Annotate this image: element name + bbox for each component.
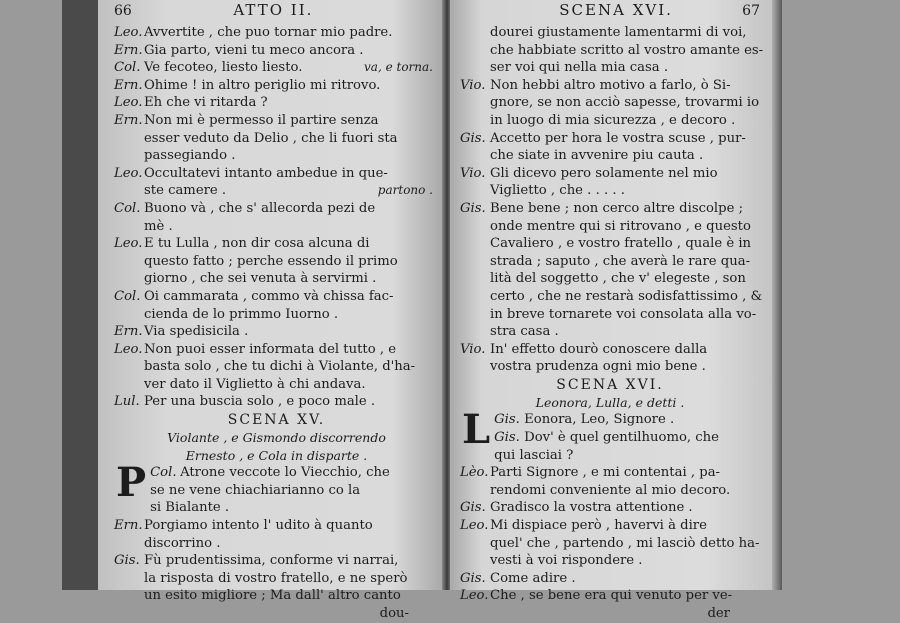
text-line (114, 112, 439, 130)
speaker-label: Gis. (460, 570, 486, 586)
line-text: Non hebbi altro motivo a farlo, ò Si- (490, 77, 731, 93)
line-text: vostra prudenza ogni mio bene . (490, 359, 706, 375)
line-text: Gli dicevo pero solamente nel mio (490, 165, 718, 181)
line-text: in luogo di mia sicurezza , e decoro . (490, 112, 736, 128)
text-line (460, 270, 760, 288)
text-line (114, 517, 439, 535)
text-line (460, 42, 764, 60)
text-line (114, 24, 439, 42)
speaker-label: Gis. (114, 553, 140, 569)
line-text: lità del soggetto , che v' elegeste , son (490, 271, 746, 287)
line-text: Ohime ! in altro periglio mi ritrovo. (144, 77, 381, 93)
left-page-header (114, 2, 439, 24)
speaker-label: Lèo. (460, 465, 489, 481)
line-text: onde mentre qui si ritrovano , e questo (490, 218, 751, 234)
text-line (114, 147, 439, 165)
text-line (460, 499, 760, 517)
text-line (460, 552, 760, 570)
text-line (460, 112, 760, 130)
text-line (460, 323, 760, 341)
speaker-label: Leo. (114, 165, 143, 181)
speaker-label: Leo. (114, 341, 143, 357)
text-line (114, 42, 439, 60)
cast-list-2: Ernesto , e Cola in disparte . (185, 447, 368, 463)
line-text: ser voi qui nella mia casa . (490, 60, 669, 76)
speaker-label: Gis. (460, 500, 486, 516)
line-text: Bene bene ; non cerco altre discolpe ; (490, 200, 744, 216)
line-text: Mi dispiace però , havervi à dire (490, 518, 707, 534)
text-line (114, 323, 439, 341)
line-text: ver dato il Viglietto à chi andava. (144, 376, 366, 392)
line-text: Avvertite , che puo tornar mio padre. (144, 25, 393, 40)
line-text: Come adire . (490, 570, 576, 586)
line-text: questo fatto ; perche essendo il primo (144, 253, 398, 269)
text-line (114, 235, 439, 253)
text-line (460, 24, 760, 42)
line-text: in breve tornarete voi consolata alla vo- (490, 306, 757, 322)
text-line (114, 77, 439, 95)
running-head: SCENA XVI. (559, 1, 673, 19)
text-line (460, 535, 760, 553)
line-text: basta solo , che tu dichi à Violante, d'ha- (144, 359, 416, 375)
speaker-label: Col. (150, 465, 177, 481)
text-line (114, 535, 439, 553)
text-line (114, 200, 439, 218)
right-page (450, 0, 772, 621)
line-text: Eonora, Leo, Signore . (524, 412, 675, 428)
text-line (460, 235, 760, 253)
line-text: Buono và , che s' allecorda pezi de (144, 200, 376, 216)
right-page-header (460, 2, 760, 24)
book-edge-right (772, 0, 782, 590)
speaker-label: Gis. (494, 412, 520, 428)
text-line (460, 147, 760, 165)
line-text: mè . (144, 218, 173, 234)
line-text: vesti à voi rispondere . (490, 553, 643, 569)
text-line (114, 393, 439, 411)
line-text: che siate in avvenire piu cauta . (490, 148, 704, 164)
text-line (114, 94, 439, 112)
line-text: qui lasciai ? (494, 447, 574, 463)
drop-cap: P (116, 459, 147, 507)
right-page-text (460, 1, 764, 623)
running-head: ATTO II. (233, 1, 314, 19)
line-text: Non puoi esser informata del tutto , e (144, 341, 397, 357)
text-line (460, 182, 760, 200)
stage-direction: partono . (377, 183, 433, 198)
speaker-label: Vio. (460, 77, 486, 93)
line-text: Parti Signore , e mi contentai , pa- (490, 465, 721, 481)
speaker-label: Ern. (114, 77, 143, 93)
speaker-label: Leo. (114, 95, 143, 111)
left-dialogue-block-1 (114, 24, 439, 411)
text-line (460, 130, 760, 148)
line-text: Viglietto , che . . . . . (490, 183, 625, 199)
text-line (114, 253, 439, 271)
speaker-label: Vio. (460, 341, 486, 357)
text-line (460, 288, 763, 306)
line-text: Per una buscia solo , e poco male . (144, 394, 376, 410)
line-text: Ve fecoteo, liesto liesto. (144, 60, 303, 76)
text-line (460, 306, 760, 324)
scene-title: SCENA XV. (227, 412, 326, 429)
text-line (460, 200, 760, 218)
line-text: certo , che ne restarà sodisfattissimo , & (490, 288, 763, 304)
line-text: un esito migliore ; Ma dall' altro canto (144, 588, 401, 604)
text-line (460, 59, 760, 77)
line-text: Gradisco la vostra attentione . (490, 500, 693, 516)
speaker-label: Leo. (114, 236, 143, 252)
line-text: Atrone veccote lo Viecchio, che (180, 465, 390, 481)
speaker-label: Col. (114, 200, 141, 216)
page-number: 66 (114, 3, 132, 19)
speaker-label: Leo. (460, 588, 489, 604)
text-line (114, 570, 439, 588)
text-line (114, 341, 439, 359)
speaker-label: Vio. (460, 165, 486, 181)
drop-cap: L (462, 406, 491, 454)
speaker-label: Ern. (114, 324, 143, 340)
line-text: Dov' è quel gentilhuomo, che (524, 430, 719, 446)
right-dialogue-block-2 (460, 406, 760, 605)
text-line (114, 499, 439, 517)
line-text: strada ; saputo , che averà le rare qua- (490, 253, 751, 269)
text-line (460, 429, 760, 447)
text-line (460, 464, 760, 482)
speaker-label: Gis. (460, 130, 486, 146)
speaker-label: Leo. (460, 518, 489, 534)
line-text: stra casa . (490, 324, 559, 340)
speaker-label: Ern. (114, 42, 143, 58)
line-text: gnore, se non acciò sapesse, trovarmi io (490, 95, 760, 111)
text-line (460, 341, 760, 359)
text-line (114, 182, 439, 200)
text-line (460, 358, 760, 376)
text-line (114, 358, 439, 376)
line-text: esser veduto da Delio , che li fuori sta (144, 130, 398, 146)
text-line (460, 517, 760, 535)
text-line (114, 376, 439, 394)
line-text: Accetto per hora le vostra scuse , pur- (490, 130, 746, 146)
line-text: quel' che , partendo , mi lasciò detto ha- (490, 535, 760, 551)
text-line (460, 77, 760, 95)
speaker-label: Ern. (114, 518, 143, 534)
left-page-text (114, 2, 439, 623)
text-line (460, 94, 760, 112)
text-line (114, 288, 439, 306)
speaker-label: Leo. (114, 25, 143, 40)
line-text: ste camere . (144, 183, 227, 199)
text-line (114, 587, 439, 605)
text-line (460, 447, 760, 465)
text-line (460, 482, 760, 500)
text-line (460, 587, 760, 605)
cast-list: Leonora, Lulla, e detti . (535, 394, 685, 410)
left-page (98, 0, 444, 621)
line-text: rendomi conveniente al mio decoro. (490, 482, 731, 498)
text-line (114, 270, 439, 288)
speaker-label: Lul. (114, 394, 140, 410)
line-text: Non mi è permesso il partire senza (144, 112, 379, 128)
line-text: cienda de lo primmo Iuorno . (144, 306, 339, 322)
text-line (114, 165, 439, 183)
text-line (114, 130, 439, 148)
line-text: la risposta di vostro fratello, e ne sperò (144, 570, 408, 586)
line-text: Cavaliero , e vostro fratello , quale è in (490, 236, 752, 252)
line-text: se ne vene chiachiarianno co la (150, 482, 361, 498)
stage-direction: va, e torna. (364, 60, 433, 75)
speaker-label: Ern. (114, 112, 143, 128)
line-text: Gia parto, vieni tu meco ancora . (144, 42, 364, 58)
line-text: discorrino . (144, 535, 221, 551)
line-text: Occultatevi intanto ambedue in que- (144, 165, 388, 181)
line-text: In' effetto dourò conoscere dalla (490, 341, 708, 357)
right-dialogue-block-1 (460, 24, 764, 376)
catchword: der (707, 606, 730, 621)
text-line (114, 306, 439, 324)
speaker-label: Gis. (460, 200, 486, 216)
page-number: 67 (742, 3, 760, 19)
line-text: E tu Lulla , non dir cosa alcuna di (144, 236, 370, 252)
catchword: dou- (379, 606, 409, 621)
line-text: Porgiamo intento l' udito à quanto (144, 518, 373, 534)
line-text: Che , se bene era qui venuto per ve- (490, 588, 733, 604)
line-text: Oi cammarata , commo và chissa fac- (144, 288, 394, 304)
text-line (460, 218, 760, 236)
line-text: Via spedisicila . (144, 324, 249, 340)
line-text: passegiando . (144, 148, 236, 164)
line-text: giorno , che sei venuta à servirmi . (144, 271, 377, 287)
line-text: Eh che vi ritarda ? (144, 95, 268, 111)
line-text: si Bialante . (150, 500, 230, 516)
text-line (114, 218, 439, 236)
cast-list: Violante , e Gismondo discorrendo (167, 430, 386, 446)
text-line (460, 570, 760, 588)
line-text: Fù prudentissima, conforme vi narrai, (144, 553, 399, 569)
line-text: dourei giustamente lamentarmi di voi, (490, 25, 747, 40)
text-line (114, 482, 439, 500)
speaker-label: Col. (114, 60, 141, 76)
line-text: che habbiate scritto al vostro amante es- (490, 42, 764, 58)
speaker-label: Col. (114, 288, 141, 304)
left-dialogue-block-2 (114, 459, 439, 605)
text-line (114, 59, 439, 77)
scene-title: SCENA XVI. (556, 376, 664, 393)
text-line (460, 253, 760, 271)
speaker-label: Gis. (494, 430, 520, 446)
text-line (114, 552, 439, 570)
text-line (460, 165, 760, 183)
